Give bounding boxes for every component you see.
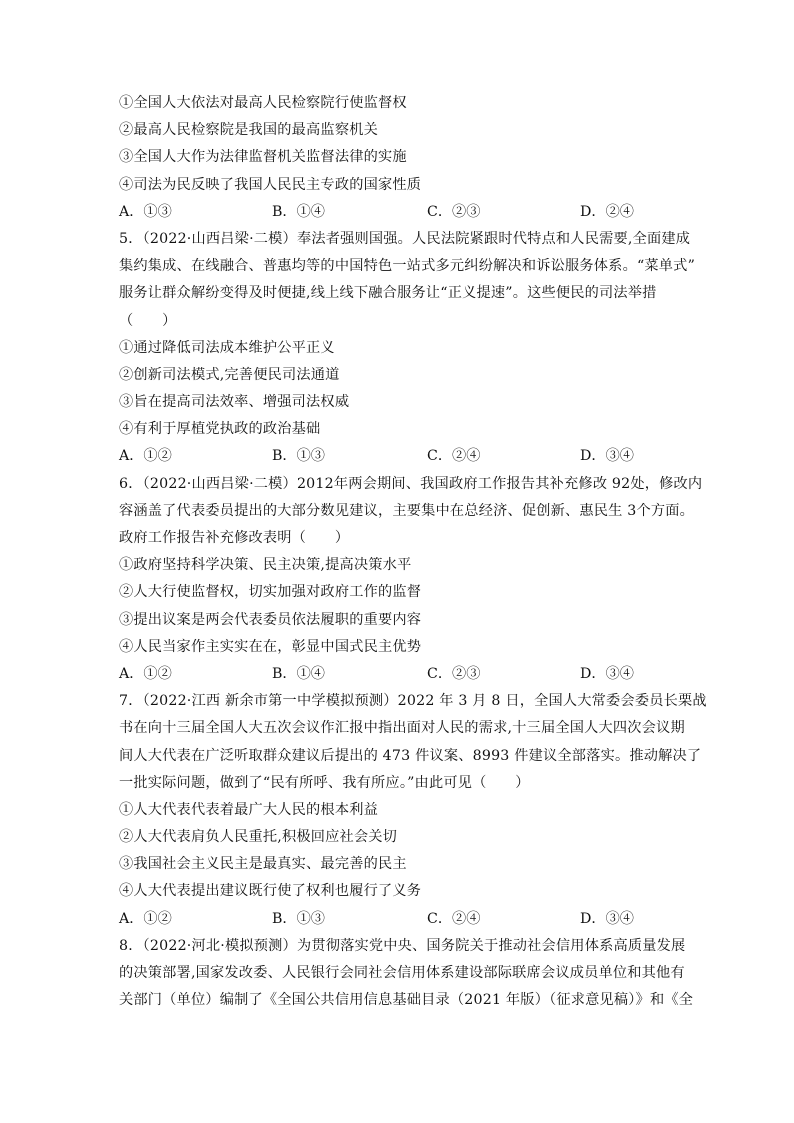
choice-statement: ④有利于厚植党执政的政治基础 bbox=[119, 421, 321, 438]
answer-options bbox=[119, 199, 679, 226]
exam-content bbox=[119, 90, 707, 1014]
question-stem: 关部门（单位）编制了《全国公共信用信息基础目录（2021 年版）（征求意见稿）》和《全 bbox=[119, 992, 694, 1009]
choice-statement: ③我国社会主义民主是最真实、最完善的民主 bbox=[119, 856, 407, 873]
question-stem: 7．（2022·江西 新余市第一中学模拟预测）2022 年 3 月 8 日，全国人大常委会委员长栗战 bbox=[119, 693, 707, 710]
option-a: A．①② bbox=[119, 665, 172, 682]
choice-statement: ④人大代表提出建议既行使了权利也履行了义务 bbox=[119, 883, 422, 900]
question-stem: 间人大代表在广泛听取群众建议后提出的 473 件议案、8993 件建议全部落实。推动解决了 bbox=[119, 747, 702, 764]
option-d: D．②④ bbox=[580, 203, 634, 220]
option-c: C．②③ bbox=[427, 665, 481, 682]
choice-statement: ②人大代表肩负人民重托,积极回应社会关切 bbox=[119, 829, 398, 846]
option-b: B．①④ bbox=[272, 665, 325, 682]
choice-statement: ①通过降低司法成本维护公平正义 bbox=[119, 339, 335, 356]
choice-statement: ④司法为民反映了我国人民民主专政的国家性质 bbox=[119, 176, 422, 193]
answer-options bbox=[119, 661, 679, 688]
option-a: A．①③ bbox=[119, 203, 172, 220]
choice-statement: ①人大代表代表着最广大人民的根本利益 bbox=[119, 801, 378, 818]
answer-blank: （ ） bbox=[119, 312, 177, 329]
question-stem: 政府工作报告补充修改表明（ ） bbox=[119, 530, 350, 546]
choice-statement: ①全国人大依法对最高人民检察院行使监督权 bbox=[119, 95, 407, 111]
choice-statement: ②人大行使监督权，切实加强对政府工作的监督 bbox=[119, 584, 422, 601]
question-stem: 集约集成、在线融合、普惠均等的中国特色一站式多元纠纷解决和诉讼服务体系。“菜单式” bbox=[119, 258, 696, 275]
option-b: B．①④ bbox=[272, 203, 325, 220]
option-a: A．①② bbox=[119, 910, 172, 927]
option-c: C．②④ bbox=[427, 448, 481, 465]
answer-options bbox=[119, 906, 679, 933]
question-6 bbox=[119, 471, 703, 689]
choice-statement: ③全国人大作为法律监督机关监督法律的实施 bbox=[119, 149, 407, 166]
question-stem: 书在向十三届全国人大五次会议作汇报中指出面对人民的需求,十三届全国人大四次会议期 bbox=[119, 720, 685, 737]
choice-statement: ③提出议案是两会代表委员依法履职的重要内容 bbox=[119, 611, 422, 628]
option-c: C．②③ bbox=[427, 203, 481, 220]
choice-statement: ④人民当家作主实实在在，彰显中国式民主优势 bbox=[119, 638, 422, 655]
question-stem: 服务让群众解纷变得及时便捷,线上线下融合服务让“正义提速”。这些便民的司法举措 bbox=[119, 285, 657, 302]
choice-statement: ②最高人民检察院是我国的最高监察机关 bbox=[119, 122, 378, 139]
option-a: A．①② bbox=[119, 448, 172, 465]
question-4 bbox=[119, 90, 679, 226]
question-stem: 8．（2022·河北·模拟预测）为贯彻落实党中央、国务院关于推动社会信用体系高质量发展 bbox=[119, 937, 686, 954]
choice-statement: ③旨在提高司法效率、增强司法权威 bbox=[119, 394, 350, 411]
question-stem: 一批实际问题，做到了“民有所呼、我有所应。”由此可见（ ） bbox=[119, 774, 530, 791]
question-7 bbox=[119, 688, 707, 933]
question-stem: 容涵盖了代表委员提出的大部分数见建议，主要集中在总经济、促创新、惠民生 3个方面。 bbox=[119, 502, 695, 519]
option-d: D．③④ bbox=[580, 448, 634, 465]
question-8 bbox=[119, 933, 694, 1015]
option-b: B．①③ bbox=[272, 448, 325, 465]
option-c: C．②④ bbox=[427, 910, 481, 927]
question-stem: 的决策部署,国家发改委、人民银行会同社会信用体系建设部际联席会议成员单位和其他有 bbox=[119, 965, 685, 981]
option-b: B．①③ bbox=[272, 910, 325, 927]
answer-options bbox=[119, 443, 679, 470]
option-d: D．③④ bbox=[580, 665, 634, 682]
question-5 bbox=[119, 226, 696, 471]
choice-statement: ②创新司法模式,完善便民司法通道 bbox=[119, 366, 340, 383]
question-stem: 6．（2022·山西吕梁·二模）2012年两会期间、我国政府工作报告其补充修改 92处，修改内 bbox=[119, 475, 703, 492]
question-stem: 5．（2022·山西吕梁·二模）奉法者强则国强。人民法院紧跟时代特点和人民需要,全面建成 bbox=[119, 230, 691, 247]
choice-statement: ①政府坚持科学决策、民主决策,提高决策水平 bbox=[119, 557, 412, 574]
option-d: D．③④ bbox=[580, 910, 634, 927]
